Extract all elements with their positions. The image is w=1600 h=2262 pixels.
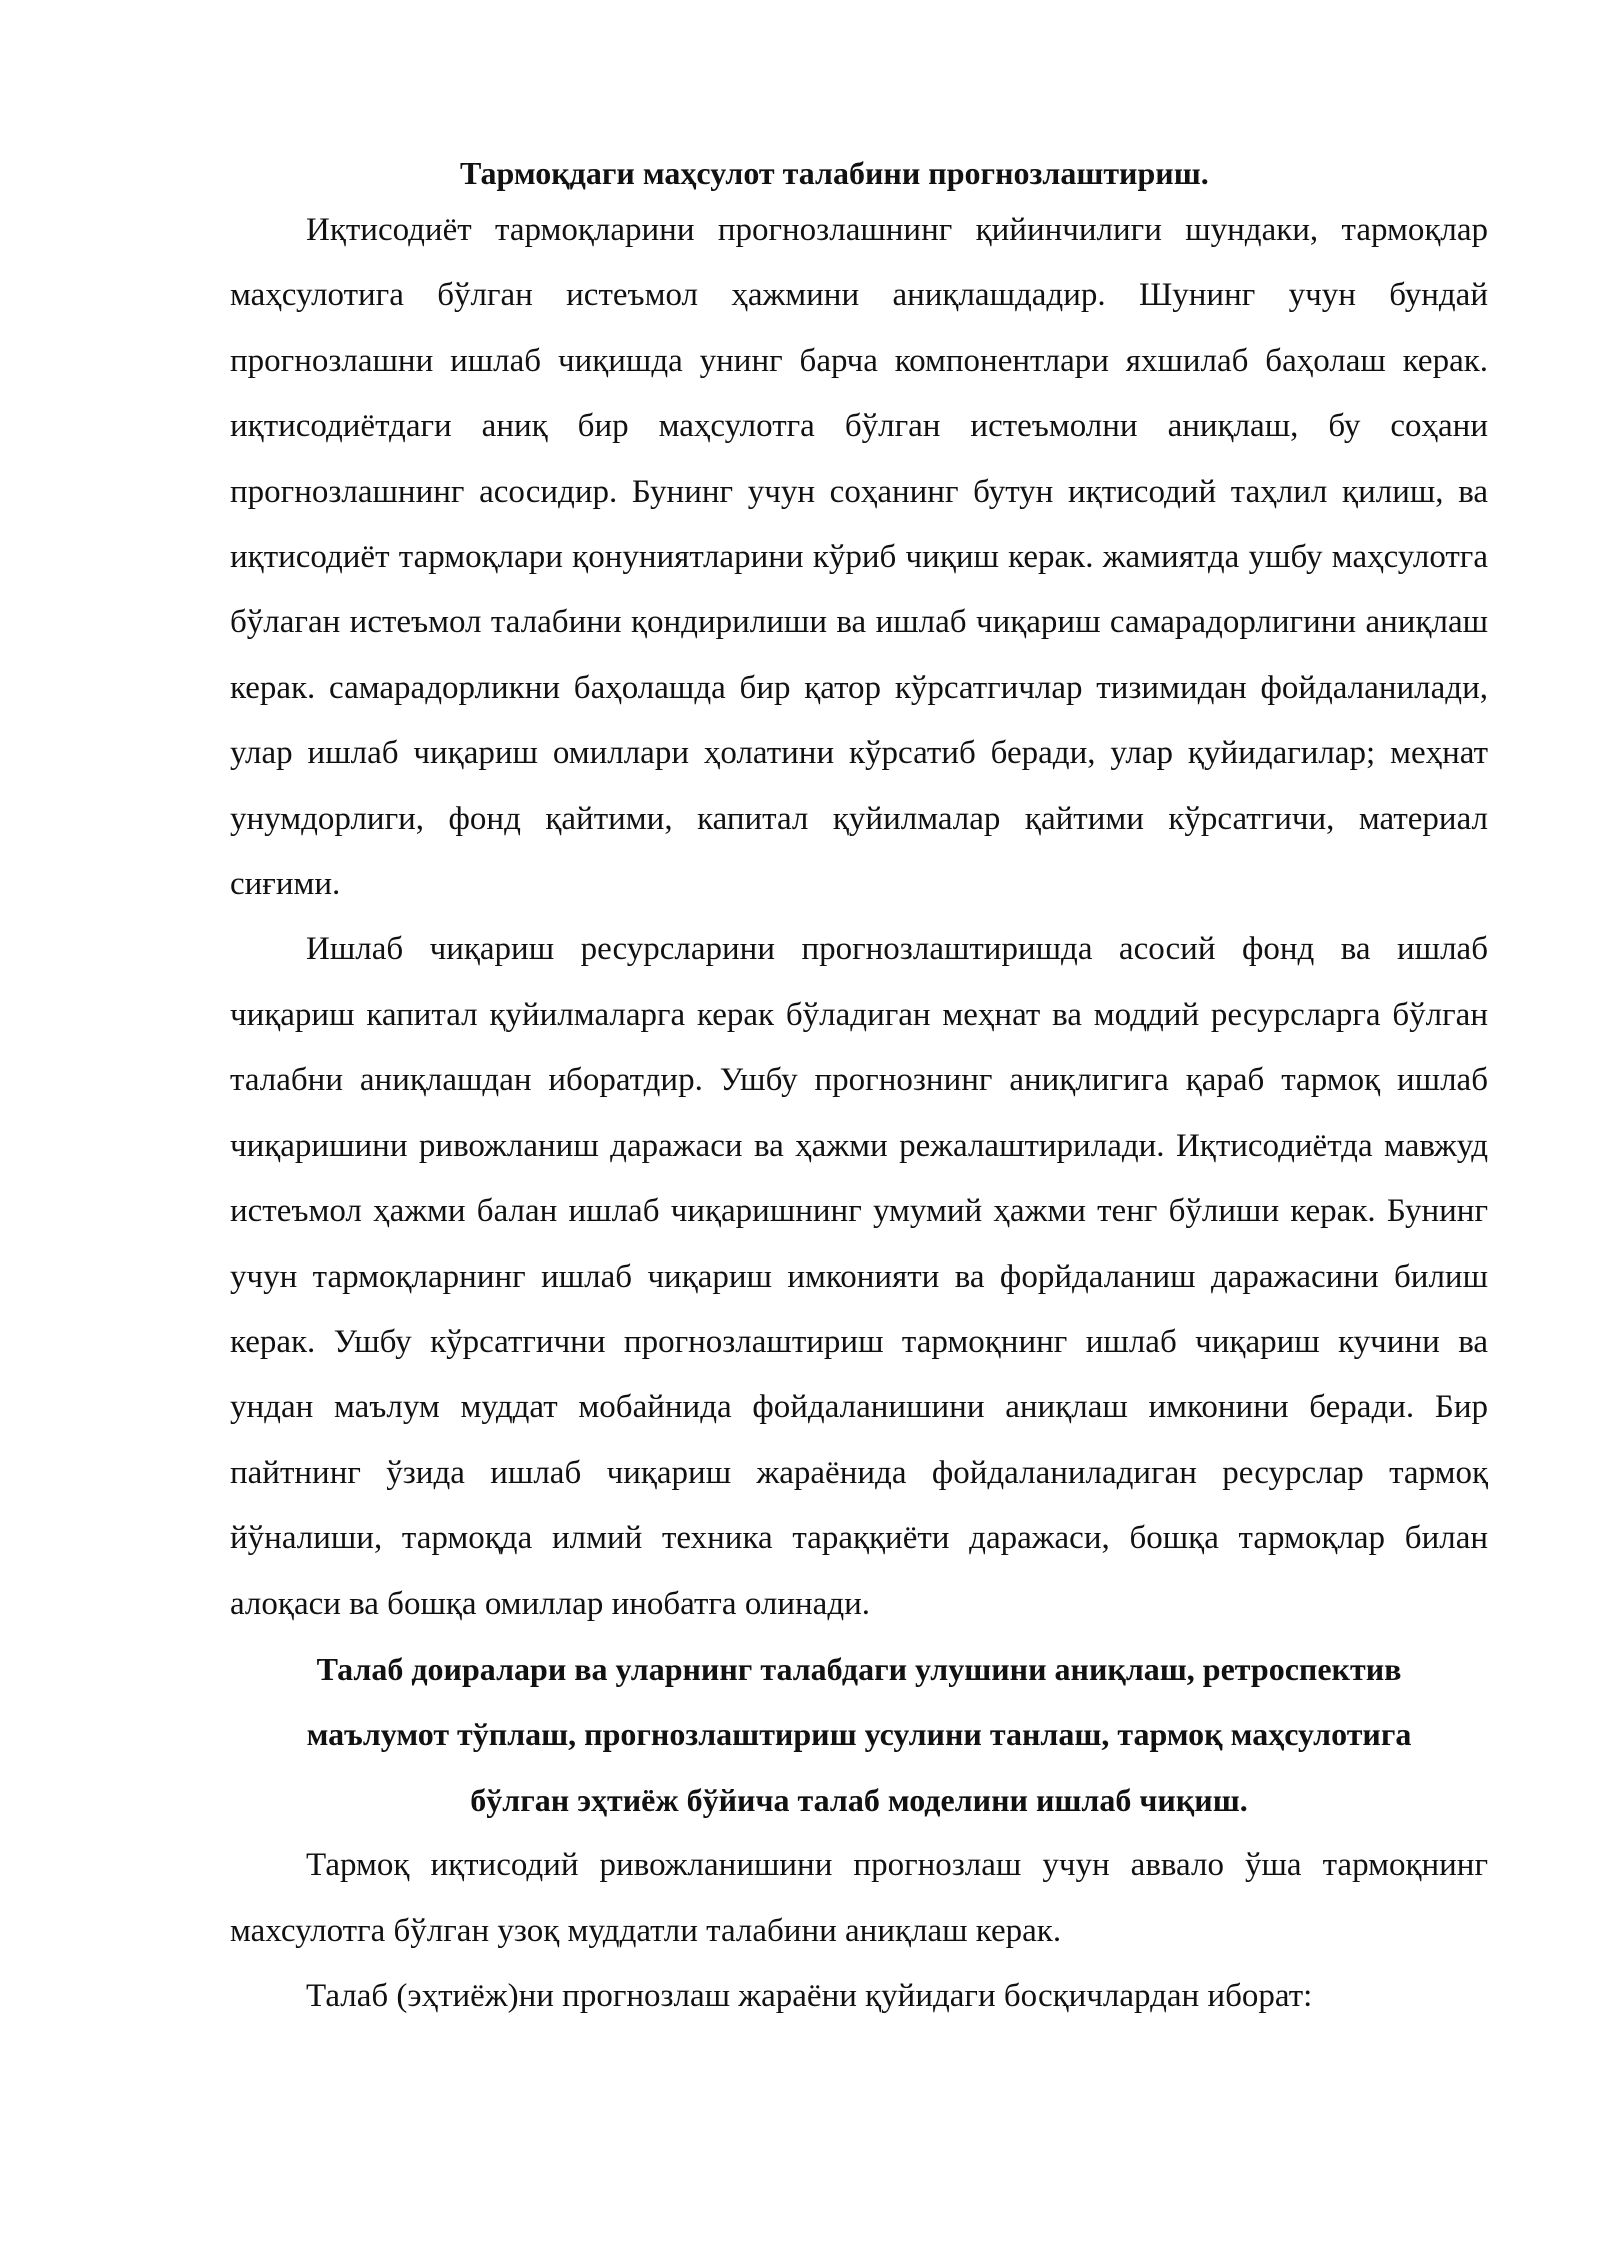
section-heading-line-3: бўлган эҳтиёж бўйича талаб моделини ишлаб чиқиш. [470, 1781, 1248, 1818]
paragraph-4: Талаб (эҳтиёж)ни прогнозлаш жараёни қуйидаги босқичлардан иборат: [306, 1977, 1313, 2014]
paragraph-2: Ишлаб чиқариш ресурсларини прогнозлаштиришда асосий фонд ва ишлаб чиқариш капитал қуйилмаларга керак бўладиган меҳнат ва моддий ресурсларга бўлган талабни аниқлашдан иборатдир. Ушбу прогнознинг аниқлигига қараб тармоқ ишлаб чиқаришини ривожланиш даражаси ва ҳажми режалаштирилади. Иқтисодиётда мавжуд истеъмол ҳажми балан ишлаб чиқаришнинг умумий ҳажми тенг бўлиши керак. Бунинг учун тармоқларнинг ишлаб чиқариш имконияти ва форйдаланиш даражасини билиш керак. Ушбу кўрсатгични прогнозлаштириш тармоқнинг ишлаб чиқариш кучини ва ундан маълум муддат мобайнида фойдаланишини аниқлаш имконини беради. Бир пайтнинг ўзида ишлаб чиқариш жараёнида фойдаланиладиган ресурслар тармоқ йўналиши, тармоқда илмий техника тараққиёти даражаси, бошқа тармоқлар билан алоқаси ва бошқа омиллар инобатга олинади. [230, 931, 1488, 1622]
paragraph-1: Иқтисодиёт тармоқларини прогнозлашнинг қийинчилиги шундаки, тармоқлар маҳсулотига бўлган истеъмол ҳажмини аниқлашдадир. Шунинг учун бундай прогнозлашни ишлаб чиқишда унинг барча компонентлари яхшилаб баҳолаш керак. иқтисодиётдаги аниқ бир маҳсулотга бўлган истеъмолни аниқлаш, бу соҳани прогнозлашнинг асосидир. Бунинг учун соҳанинг бутун иқтисодий таҳлил қилиш, ва иқтисодиёт тармоқлари қонуниятларини кўриб чиқиш керак. жамиятда ушбу маҳсулотга бўлаган истеъмол талабини қондирилиши ва ишлаб чиқариш самарадорлигини аниқлаш керак. самарадорликни баҳолашда бир қатор кўрсатгичлар тизимидан фойдаланилади, улар ишлаб чиқариш омиллари ҳолатини кўрсатиб беради, улар қуйидагилар; меҳнат унумдорлиги, фонд қайтими, капитал қуйилмалар қайтими кўрсатгичи, материал сиғими. [230, 212, 1488, 903]
section-heading-line-2: маълумот тўплаш, прогнозлаштириш усулини танлаш, тармоқ маҳсулотига [306, 1716, 1412, 1753]
document-body [230, 148, 1488, 2029]
paragraph-3: Тармоқ иқтисодий ривожланишини прогнозлаш учун аввало ўша тармоқнинг махсулотга бўлган узоқ муддатли талабини аниқлаш керак. [230, 1847, 1488, 1949]
document-title: Тармоқдаги маҳсулот талабини прогнозлаштириш. [460, 155, 1209, 191]
section-heading-line-1: Талаб доиралари ва уларнинг талабдаги улушини аниқлаш, ретроспектив [316, 1650, 1402, 1687]
section-heading [230, 1637, 1488, 1833]
